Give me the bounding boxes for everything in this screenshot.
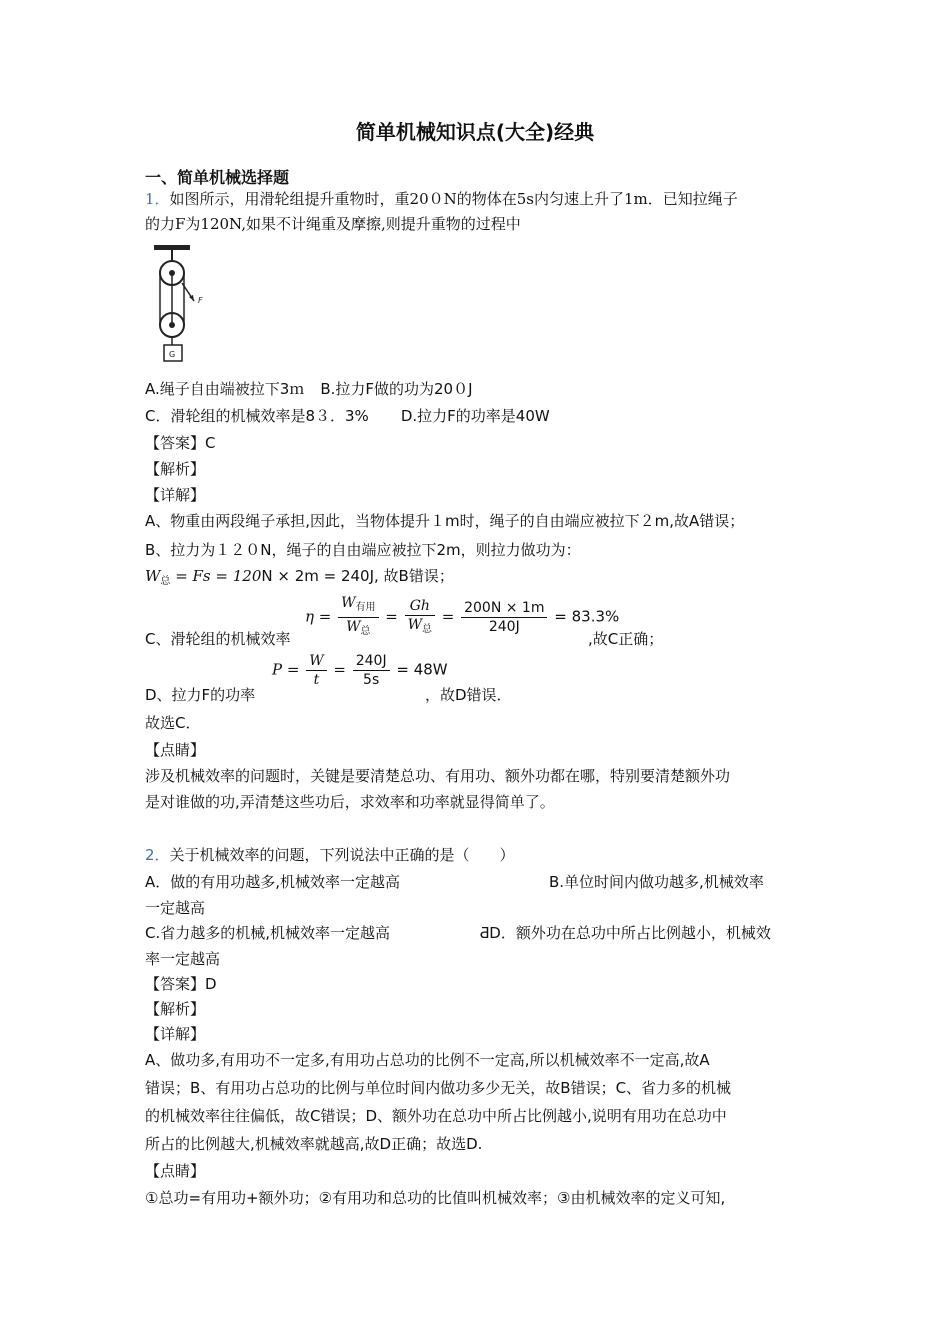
q1-option-a: A.绳子自由端被拉下3ｍ	[145, 380, 305, 398]
power-f2-num: 240J	[353, 652, 390, 671]
q1-detail-c-suffix: ,故C正确；	[588, 630, 664, 648]
q1-detail-b: B、拉力为１２０N，绳子的自由端应被拉下2m，则拉力做功为：	[145, 541, 581, 559]
page-title: 简单机械知识点(大全)经典	[355, 120, 595, 144]
q1-option-b: B.拉力F做的功为20０J	[320, 380, 473, 398]
q2-detail-line2: 错误；B、有用功占总功的比例与单位时间内做功多少无关，故B错误；C、省力多的机械	[145, 1079, 732, 1097]
q2-option-d-cont: 率一定越高	[145, 950, 221, 968]
q2-detail-label: 【详解】	[145, 1025, 206, 1043]
q1-tip-line1: 涉及机械效率的问题时，关键是要清楚总功、有用功、额外功都在哪，特别要清楚额外功	[145, 767, 731, 785]
q1-stem-line2: 的力F为120N,如果不计绳重及摩擦,则提升重物的过程中	[145, 215, 521, 233]
eta-f3-den: 240J	[488, 619, 520, 635]
q2-tip-label: 【点睛】	[145, 1162, 206, 1180]
ceiling-mount	[154, 245, 190, 250]
q1-answer: 【答案】C	[145, 434, 216, 452]
q1-tip-line2: 是对谁做的功,弄清楚这些功后，求效率和功率就显得简单了。	[145, 793, 555, 811]
pulley-system-figure	[150, 243, 214, 367]
q2-detail-line4: 所占的比例越大,机械效率就越高,故D正确；故选D.	[145, 1135, 483, 1153]
work-expression: = Fs = 120	[170, 567, 262, 585]
q1-detail-label: 【详解】	[145, 486, 206, 504]
q2-stem-text: 关于机械效率的问题，下列说法中正确的是（ ）	[169, 846, 515, 864]
q1-option-c: C．滑轮组的机械效率是8３．3%	[145, 407, 369, 425]
q1-option-d: D.拉力F的功率是40W	[400, 407, 550, 425]
efficiency-equation: η = $\frac{W_{有用}}{W_总}$ = $\frac{Gh}{W_总}$ = $\frac{200N \times 1m}{240J}$ = 83.3%	[305, 594, 619, 641]
q1-detail-a: A、物重由两段绳子承担,因此，当物体提升１m时，绳子的自由端应被拉下２m,故A错误；	[145, 512, 745, 530]
work-result: N × 2m = 240J	[261, 567, 375, 585]
q1-tip-label: 【点睛】	[145, 741, 206, 759]
q2-option-d: ƋD．额外功在总功中所占比例越小，机械效	[479, 924, 771, 942]
eta-fraction-2	[405, 597, 435, 639]
q1-analysis-label: 【解析】	[145, 460, 206, 478]
eta-f1-den-sub: 总	[360, 626, 371, 637]
q1-conclusion: 故选C．	[145, 714, 201, 732]
q2-number: 2．	[145, 846, 170, 864]
q1-stem-line1	[145, 188, 738, 210]
eta-f3-num: 200N × 1m	[461, 599, 547, 618]
q2-option-c: C.省力越多的机械,机械效率一定越高	[145, 924, 391, 942]
work-subscript: 总	[160, 576, 171, 587]
q2-detail-line3: 的机械效率往往偏低，故C错误；D、额外功在总功中所占比例越小,说明有用功在总功中	[145, 1107, 727, 1125]
eta-fraction-3	[461, 599, 547, 636]
weight-label: G	[169, 350, 176, 359]
eta-lhs: η =	[305, 607, 332, 626]
q2-option-b: B.单位时间内做功越多,机械效率	[549, 873, 764, 891]
q2-detail-line1: A、做功多,有用功不一定多,有用功占总功的比例不一定高,所以机械效率不一定高,故A	[145, 1051, 710, 1069]
q1-options-row2	[145, 405, 550, 427]
q2-stem	[145, 844, 515, 866]
eta-f2-num: Gh	[405, 597, 435, 616]
q1-options-row1	[145, 378, 473, 400]
q1-work-equation	[145, 565, 454, 593]
power-f1-num: W	[306, 652, 326, 671]
work-symbol: W	[145, 567, 161, 585]
power-fraction-1	[306, 652, 326, 689]
eta-f2-den-sub: 总	[422, 623, 432, 635]
eta-f1-num-sub: 有用	[355, 602, 376, 613]
q2-answer: 【答案】D	[145, 975, 217, 993]
eta-fraction-1	[338, 594, 378, 641]
eta-result: = 83.3%	[554, 607, 620, 626]
q1-detail-d-prefix: D、拉力F的功率	[145, 686, 256, 704]
power-f1-den: t	[313, 672, 320, 688]
q1-number: 1．	[145, 190, 170, 208]
q1-detail-d-suffix: ，故D错误．	[425, 686, 512, 704]
q2-option-b-cont: 一定越高	[145, 899, 206, 917]
eta-f1-den: W	[346, 619, 361, 635]
work-conclusion: , 故B错误；	[374, 567, 454, 585]
power-equation: P = $\frac{W}{t}$ = $\frac{240J}{5s}$ = 48W	[272, 653, 448, 688]
q1-stem-text: 如图所示，用滑轮组提升重物时，重20０N的物体在5s内匀速上升了1m．已知拉绳子	[169, 190, 738, 208]
power-f2-den: 5s	[363, 672, 380, 688]
q2-tip-line1: ①总功=有用功+额外功；②有用功和总功的比值叫机械效率；③由机械效率的定义可知,	[145, 1189, 726, 1207]
force-label: F	[198, 296, 203, 305]
power-fraction-2	[353, 652, 390, 689]
power-result: = 48W	[396, 660, 448, 679]
power-lhs: P =	[272, 660, 300, 679]
section-heading: 一、简单机械选择题	[145, 168, 290, 187]
eta-f1-num: W	[341, 595, 356, 611]
q2-analysis-label: 【解析】	[145, 1000, 206, 1018]
q1-detail-c-prefix: C、滑轮组的机械效率	[145, 630, 291, 648]
eta-f2-den: W	[407, 616, 422, 633]
q2-option-a: A．做的有用功越多,机械效率一定越高	[145, 873, 401, 891]
